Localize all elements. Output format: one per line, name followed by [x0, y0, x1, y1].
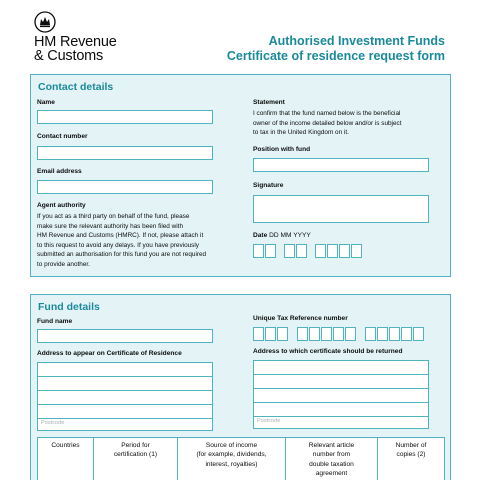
fund-name-label: Fund name — [37, 318, 73, 325]
fund-details-panel — [30, 294, 451, 480]
contact-details-panel — [30, 74, 451, 277]
utr-digit[interactable] — [333, 327, 344, 341]
agent-authority-text: If you act as a third party on behalf of the fund, please make sure the relevant authority has been filed with HM Revenue and Customs (HMRC). If not, please attach it to this request to avoid any delays. If you have previously submitted an authorisation for this fund you are not required to provide another. — [37, 213, 207, 268]
page-header — [0, 0, 480, 72]
utr-digit[interactable] — [277, 327, 288, 341]
utr-digit[interactable] — [365, 327, 376, 341]
utr-digit[interactable] — [265, 327, 276, 341]
position-field[interactable] — [253, 158, 429, 172]
signature-label: Signature — [253, 182, 284, 189]
utr-digit[interactable] — [253, 327, 264, 341]
utr-digit[interactable] — [297, 327, 308, 341]
statement-text: I confirm that the fund named below is the beneficial owner of the income detailed below and/or is subject to tax in the United Kingdom on it. — [253, 110, 402, 137]
date-year-digit[interactable] — [339, 244, 350, 258]
contact-details-title: Contact details — [38, 81, 114, 93]
col-number-of-copies: Number of copies (2) — [395, 442, 427, 459]
return-postcode-placeholder: Postcode — [257, 418, 281, 424]
form-title-line2: Certificate of residence request form — [226, 49, 445, 63]
col-source-of-income: Source of income (for example, dividends, interest, royalties) — [178, 438, 286, 480]
utr-digit[interactable] — [389, 327, 400, 341]
date-day-digit[interactable] — [265, 244, 276, 258]
utr-digit[interactable] — [413, 327, 424, 341]
coc-postcode-placeholder: Postcode — [41, 420, 65, 426]
org-name-line2: & Customs — [34, 48, 104, 64]
date-day-digit[interactable] — [253, 244, 264, 258]
statement-title: Statement — [253, 99, 285, 106]
email-label: Email address — [37, 168, 82, 175]
coc-address-field[interactable] — [37, 362, 213, 431]
col-relevant-article: Relevant article number from double taxation agreement — [286, 438, 378, 480]
return-address-field[interactable] — [253, 360, 429, 429]
signature-field[interactable] — [253, 195, 429, 223]
utr-digit[interactable] — [377, 327, 388, 341]
email-field[interactable] — [37, 180, 213, 194]
utr-label: Unique Tax Reference number — [253, 315, 348, 322]
date-month-digit[interactable] — [284, 244, 295, 258]
col-period: Period for certification (1) — [94, 438, 178, 480]
fund-details-title: Fund details — [38, 301, 100, 313]
date-year-digit[interactable] — [315, 244, 326, 258]
date-format-hint: DD MM YYYY — [269, 232, 311, 239]
date-year-digit[interactable] — [327, 244, 338, 258]
income-table — [37, 437, 445, 480]
utr-digit[interactable] — [309, 327, 320, 341]
org-name-line1: HM Revenue — [34, 34, 117, 50]
utr-digit[interactable] — [345, 327, 356, 341]
fund-name-field[interactable] — [37, 329, 213, 343]
utr-digit[interactable] — [321, 327, 332, 341]
date-year-digit[interactable] — [351, 244, 362, 258]
col-countries: Countries — [38, 438, 94, 480]
name-field[interactable] — [37, 110, 213, 124]
position-label: Position with fund — [253, 146, 311, 153]
contact-number-label: Contact number — [37, 133, 88, 140]
form-title-line1: Authorised Investment Funds — [268, 34, 445, 48]
agent-authority-title: Agent authority — [37, 202, 86, 209]
contact-number-field[interactable] — [37, 146, 213, 160]
royal-crest-icon — [34, 11, 56, 33]
return-address-label: Address to which certificate should be returned — [253, 348, 403, 355]
name-label: Name — [37, 99, 55, 106]
date-month-digit[interactable] — [296, 244, 307, 258]
coc-address-label: Address to appear on Certificate of Residence — [37, 350, 182, 357]
utr-digit[interactable] — [401, 327, 412, 341]
date-label: Date DD MM YYYY — [253, 232, 311, 239]
